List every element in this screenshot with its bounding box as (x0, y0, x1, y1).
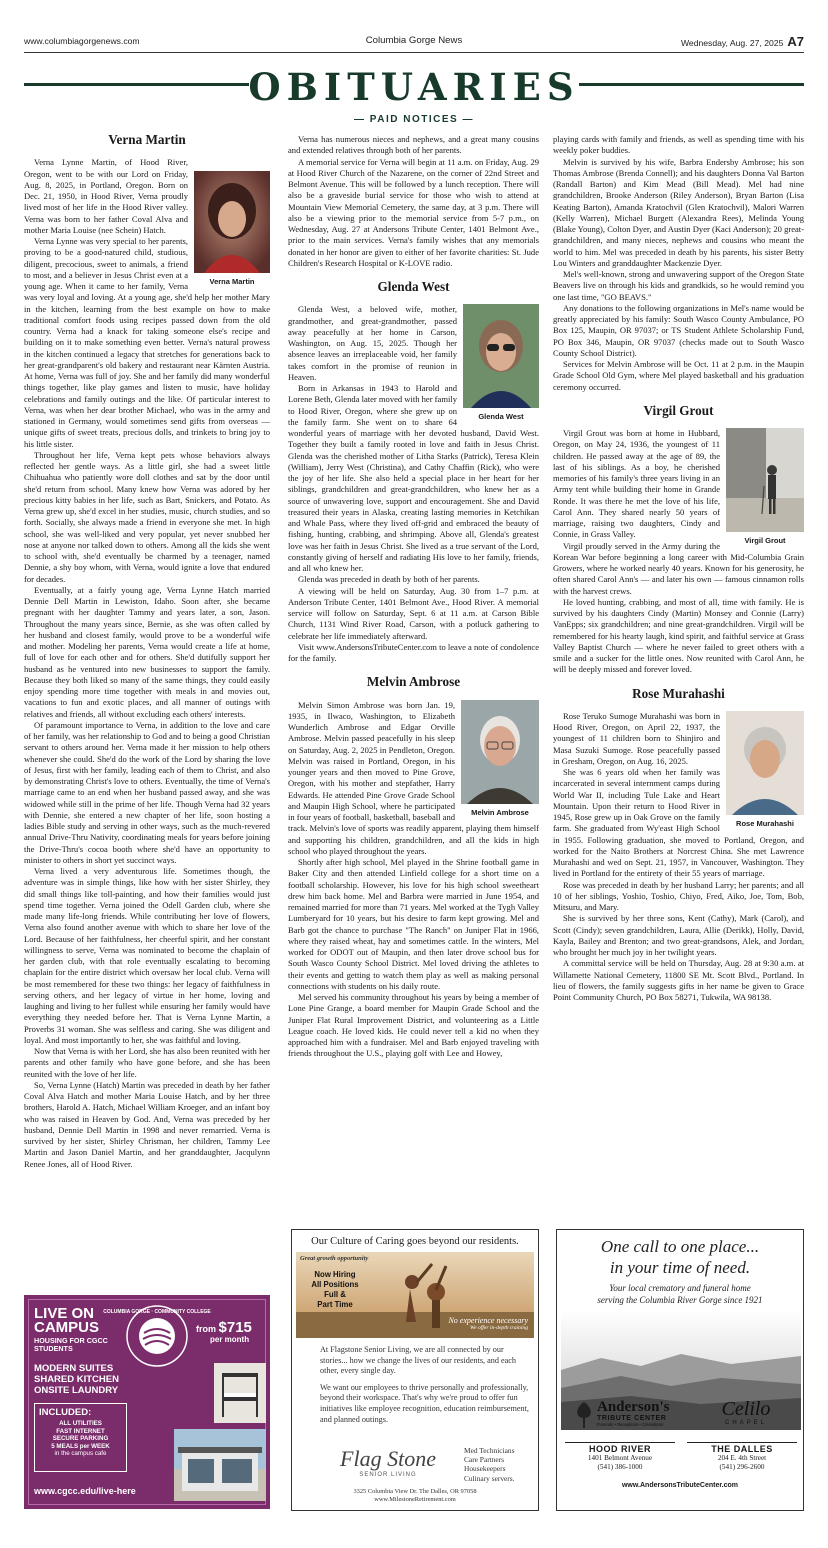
glenda-para-5: Visit www.AndersonsTributeCenter.com to leave a note of condolence for the family. (288, 641, 539, 663)
verna-cont-para-1: Verna has numerous nieces and nephews, and a great many cousins and extended relatives through both of her parents. (288, 134, 539, 156)
verna-portrait-image (194, 171, 270, 273)
obit-name-verna: Verna Martin (108, 132, 186, 147)
verna-para-5: Of paramount importance to Verna, in addition to the love and care of her family, was her relationship to God and to being a good Christian servant to others around her. Verna made it her mission to help others whenever she could. She'd do the work of the Lord by sharing the love of Jesus, first with her family, leading each of them to Christ, and also by demonstrating Christ's love to others. Eventually, the time of Verna's marriage came to an end when her husband passed away, and she was widowed while still in the prime of her life. Though Verna had 32 years with Dennie, she entered a new chapter of her life, soon hosting a ladies Bible study and serving in other ways, such as the much-revered annual Drive-Thru Nativity, coordinating meals for years before joining the Drive-Thru's cocoa booth where she'd have an opportunity to minister to others in short yet succinct ways. (24, 719, 270, 865)
virgil-para-1: Virgil Grout was born at home in Hubbard, Oregon, on May 24, 1936, the youngest of 11 children. He passed away at the age of 89, the last of his siblings. As a boy, he cherished memories of his family's three years living in an Army tent while building their home in Grande Ronde. It was there he met the love of his life, Carol Ann. They shared nearly 50 years of marriage, raising two daughters, Cindy and Connie, in Grass Valley. (553, 428, 720, 540)
virgil-caption: Virgil Grout (744, 536, 786, 545)
flagstone-roles (464, 1446, 515, 1483)
andersons-brand-sub: TRIBUTE CENTER (597, 1415, 667, 1422)
no-experience-text: No experience necessary (448, 1316, 528, 1325)
feature-item: ONSITE LAUNDRY (34, 1385, 119, 1396)
paid-notices-label: — PAID NOTICES — (354, 114, 474, 125)
glenda-photo (463, 304, 539, 422)
rose-photo (726, 711, 804, 829)
andersons-headline (557, 1236, 803, 1278)
cgcc-url-link[interactable]: www.cgcc.edu/live-here (34, 1486, 136, 1496)
feature-item: SHARED KITCHEN (34, 1374, 119, 1385)
paper-name: Columbia Gorge News (365, 35, 463, 46)
andersons-funeral-ad[interactable] (556, 1229, 804, 1511)
rose-portrait-image (726, 711, 804, 815)
date-page (681, 34, 804, 49)
melvin-cont-para-3: Mel's well-known, strong and unwavering support of the Oregon State Beavers live on through his kids and grandkids, so he would remind you one last time, "GO BEAVS." (553, 269, 804, 302)
site-url[interactable]: www.columbiagorgenews.com (24, 36, 140, 46)
flagstone-para-1: At Flagstone Senior Living, we are all connected by our stories... how we change the lives of our residents, and each other, every single day. (320, 1345, 516, 1376)
role-item: Culinary servers. (464, 1473, 515, 1483)
tree-icon (573, 1400, 595, 1430)
price-box (196, 1319, 252, 1336)
melvin-para-1: Melvin Simon Ambrose was born Jan. 19, 1935, in Ilwaco, Washington, to Elizabeth Wunderlich Ambrose and Edgar Orville Ambrose. Melvin passed peacefully in his sleep on Saturday, Aug. 2, 2025 in Pendleton, Oregon. Melvin was raised in Portland, Oregon, in his younger years and then moved to Pine Grove, Oregon, with his mother and stepfather, Harry Edwards. He attended Pine Grove Grade School and Maupin High School, where he participated in four years of football, basketball, baseball and track. Melvin's love of sports was readily apparent, playing them himself and supporting his children, grandchildren, and all the kids in high school who played throughout the years. (288, 699, 539, 856)
flagstone-logo-text: Flag Stone (340, 1446, 436, 1471)
hood-river-location (565, 1442, 675, 1472)
verna-para-2: Verna Lynne was very special to her parents, proving to be a good-natured child, studious, diligent, precocious, sweet to animals, a friend to most, and a believer in Jesus Christ even at a young age. When it came to her family, Verna was very loyal and loving. At a young age, she'd help her mother Mary in the kitchen, learning from the best example on how to make traditional comfort foods using recipes passed down from the old country. Verna had a knack for taking someone else's recipe and building on it to make something even better. Verna's natural prowess in the kitchen continued a legacy that stretches for generations back to her great-grandparent's old bakery and restaurant near Kärnten Austria. At home, Verna was full of joy. She and her family did many wonderful things together, like play games and listen to music, have holiday celebrations and family outings and the like. Of particular interest to Verna, was when her dear brother Michael, who was in the army and stationed in Germany, would sometimes send gifts from overseas — unique gifts of sweet treats, precious dolls, and trinkets to bring joy to his little sister. (24, 236, 270, 449)
virgil-portrait-image (726, 428, 804, 532)
rose-para-1: Rose Teruko Sumoge Murahashi was born in Hood River, Oregon, on April 22, 1937, the youngest of 11 children born to Shinjiro and Masa Suzuki Sumoge. Rose peacefully passed in Gresham, Oregon, on Aug. 16, 2025. (553, 710, 720, 766)
training-text: We offer in-depth training (469, 1325, 528, 1331)
verna-para-7: Now that Verna is with her Lord, she has also been reunited with her parents and other family who have gone before, and she has been reunited with the love of her life. (24, 1046, 270, 1079)
included-item: 5 MEALS per WEEK (51, 1442, 110, 1450)
section-title: OBITUARIES (248, 65, 580, 109)
andersons-subhead (557, 1282, 803, 1306)
melvin-photo (461, 700, 539, 818)
glenda-portrait-image (463, 304, 539, 408)
flagstone-address (292, 1488, 538, 1504)
hiring-line: Now Hiring (314, 1270, 356, 1279)
obit-name-virgil: Virgil Grout (643, 402, 714, 418)
included-item: ALL UTILITIES (59, 1420, 102, 1427)
loc-address: 204 E. 4th Street (717, 1454, 767, 1462)
melvin-para-2: Shortly after high school, Mel played in the Shrine football game in Baker City and then attended Linfield college for a short time on a football scholarship. However, his love for his high school sweetheart drew him back home. Mel and Barbra were married in June 1954, and remained married for more than 71 years. Mel worked at the Tygh Valley Lumberyard for 10 years, but his desire to farm kept growing. Mel and Barb got the chance to purchase "The Ranch" on Juniper Flat in 1966, where they raised wheat, hay and sometimes cattle. In the winters, Mel worked for ODOT out of Maupin, and then later drove school bus for South Wasco County School District. Mel loved driving the athletes to their events and getting to watch them play as well as making personal connections with students on his daily route. (288, 857, 539, 991)
issue-date: Wednesday, Aug. 27, 2025 (680, 38, 784, 48)
verna-caption: Verna Martin (209, 277, 255, 287)
included-item: FAST INTERNET (56, 1427, 105, 1435)
andersons-headline-1: One call to one place... (600, 1237, 760, 1256)
rose-para-4: She is survived by her three sons, Kent (Cathy), Mark (Carol), and Scott (Cindy); seven grandchildren, Laura, Allie (Derikk), Holly, David, Kayla, Bailey and Brenton; and two great-grandsons, Alek, and Jordan, who brought her much joy in her twilight years. (553, 913, 804, 957)
role-item: Care Partners (464, 1455, 505, 1465)
hiring-label (310, 1270, 360, 1310)
included-box (34, 1403, 127, 1472)
andersons-brand-sub2: Funerals • Receptions • Cremations (597, 1422, 664, 1427)
page-number: A7 (787, 34, 804, 49)
ad-headline: LIVE ON CAMPUS (34, 1305, 100, 1336)
andersons-subhead-1: Your local crematory and funeral home (609, 1283, 751, 1293)
flagstone-site-link[interactable]: www.MilestoneRetirement.com (374, 1496, 456, 1503)
price-per: per month (210, 1335, 250, 1344)
page-header (24, 34, 804, 48)
column-1 (24, 134, 270, 1170)
flagstone-body (320, 1345, 532, 1431)
andersons-headline-2: in your time of need. (609, 1258, 751, 1277)
features-list (34, 1363, 119, 1396)
andersons-brand-name: Anderson's (597, 1399, 670, 1415)
role-item: Med Technicians (464, 1446, 515, 1455)
rose-para-3: Rose was preceded in death by her husband Larry; her parents; and all 10 of her siblings, Yoshio, Toshio, Chiyo, Fred, Aiko, Joe, Tom, Bob, Mitsuru, and Mary. (553, 879, 804, 912)
melvin-cont-para-1: playing cards with family and friends, as well as spending time with his weekly poker buddies. (553, 134, 804, 156)
melvin-cont-para-5: Services for Melvin Ambrose will be Oct. 11 at 2 p.m. in the Maupin Grade School Old Gym, where Mel played basketball and his graduation ceremony occurred. (553, 359, 804, 392)
rose-para-5: A committal service will be held on Thursday, Aug. 28 at 9:30 a.m. at Willamette National Cemetery, 11800 SE Mt. Scott Blvd., Portland. In lieu of flowers, the family suggests gifts in her name be given to Grace Point Community Church, PO Box 58271, Tukwila, WA 98138. (553, 958, 804, 1002)
verna-photo (194, 171, 270, 287)
melvin-portrait-image (461, 700, 539, 804)
growth-label: Great growth opportunity (300, 1255, 369, 1262)
campus-building-image (174, 1429, 266, 1501)
rose-para-2: She was 6 years old when her family was incarcerated in several internment camps during World War II, including Tule Lake and Heart Mountain. Upon their return to Hood River in 1945, Rose grew up in Oak Grove on the family farm. She graduated from Wy'east High School in 1955. Following graduation, she moved to Portland, Oregon, and worked for the Naito Brothers at Norcrest China. She met Lawrence Murahashi and wed on Sept. 21, 1957, in Vancouver, Washington. They lived in Portland for the entirety of their 55 years of marriage. (553, 767, 804, 879)
the-dalles-location (687, 1442, 797, 1472)
verna-para-4: Eventually, at a fairly young age, Verna Lynne Hatch married Dennie Dell Martin in Lewiston, Idaho. Soon after, she became pregnant with her daughter Tammy and years later, a son, Jason. Throughout the many years since, Bernie, as she was often called by her husband and closest family, would prove to be a wonderful wife and mother. Modeling her parents, Verna would create a life at home, full of love for each other and for others. She'd dutifully support her husband as he ventured into new businesses to support the family. Because they both liked so many of the same things, they could easily enjoy spending more time together with meals in and movies out, vacations to fun and exotic places, and all manner of outings with relatives and friends, all without excluding each others' interests. (24, 584, 270, 719)
feature-item: MODERN SUITES (34, 1363, 114, 1374)
melvin-cont-para-2: Melvin is survived by his wife, Barbra Endersby Ambrose; his son Thomas Ambrose (Brenda Connell); and his daughters Donna Val Barton (Randall Barton) and Kim Mead (Bill Mead). Mel had nine grandchildren, Brooke Anderson (Riley Anderson), Bryan Barton (Lisa Keating Barton), Amanda Kratochvil (Glen Kratochvil), Malori Warren (Kelly Warren), Michael Burgett (Alexandra Rees), Melinda Young (Blake Young), Colton Dyer, and Austin Dyer (Kaci Anderson); 20 great-grandchildren, and many nieces, nephews and cousins who meant the world to him. Mel was preceded in death by his parents, his sister Betty Lou Winters and granddaughter Mackenzie Dyer. (553, 156, 804, 268)
included-item: SECURE PARKING (52, 1435, 109, 1443)
andersons-subhead-2: serving the Columbia River Gorge since 1921 (597, 1295, 763, 1305)
andersons-logos (561, 1398, 801, 1436)
dorm-room-image (214, 1363, 266, 1423)
verna-cont-para-2: A memorial service for Verna will begin at 11 a.m. on Friday, Aug. 29 at Hood River Church of the Nazarene, on the corner of 22nd Street and Belmont Avenue. This will be followed by a lunch reception. There will also be a graveside burial service for those who wish to attend at Mountain View Memorial Cemetery, the same day, at 3 p.m. There will also be a viewing prior to the memorial service from 5-7 p.m., on Wednesday, Aug. 27 at Andersons Tribute Center, 1401 Belmont Ave., prior to the main services. Verna's family wishes that any memorials donated in her honor are given to either of her favorite charities: St. Jude Children's Research Hospital or K-LOVE radio. (288, 156, 539, 268)
celilo-sub: CHAPEL (724, 1420, 767, 1426)
included-items (39, 1420, 122, 1458)
included-label: INCLUDED: (39, 1407, 92, 1418)
obit-name-melvin: Melvin Ambrose (366, 674, 461, 690)
verna-para-6: Verna lived a very adventurous life. Sometimes though, the adventure was in simple things, like how with her sister Shirley, they did small things like toll-painting, and how their families would just spend time together. Verna joined the Odell Garden club, where she made many life-long friends. While contributing her love of flowers, Verna also found another avenue with which to share her love of the Lord. Because of her faithfulness, her cheerful spirit, and her constant willingness to serve, Verna was nominated to become the chaplain of her garden club, with that role eventually escalating to becoming chaplain for the entire district which oversaw her local club. Verna will be most remembered for these two things: her legacy of faithfulness in serving others, and her legacy of virtue in her home, loving and laughing and living to her fullest while ensuring her family would have everything they needed before her. That is Verna Lynne Martin, a Proverbs 31 woman. She was selfless and caring. She was diligent and loyal. And most importantly to her, she was faithful and loving. (24, 866, 270, 1045)
section-banner (24, 65, 804, 109)
virgil-para-2: Virgil proudly served in the Army during the Korean War before beginning a long career with Mid-Columbia Grain Growers, where he worked nearly 40 years. Known for his generosity, he often shared Carol Ann's — and later his own — famous cinnamon rolls with the harvest crews. (553, 540, 804, 596)
hiring-line: All Positions (311, 1280, 359, 1289)
melvin-caption: Melvin Ambrose (471, 807, 529, 817)
glenda-caption: Glenda West (478, 412, 524, 422)
flagstone-street: 3325 Columbia View Dr. The Dalles, OR 97058 (353, 1488, 477, 1495)
cgcc-housing-ad[interactable] (24, 1295, 270, 1509)
flagstone-tagline: Our Culture of Caring goes beyond our residents. (311, 1236, 519, 1247)
obit-name-rose: Rose Murahashi (632, 685, 725, 701)
glenda-para-3: Glenda was preceded in death by both of her parents. (298, 574, 480, 585)
melvin-cont-para-4: Any donations to the following organizations in Mel's name would be greatly appreciated by his family: South Wasco County Ambulance, PO Box 125, Maupin, OR 97037; or TS Student Athlete Scholarship Fund, PO Box 346, Maupin, OR 97037 (checks made out to South Wasco County School District). (553, 302, 804, 358)
loc-phone: (541) 296-2600 (719, 1463, 765, 1471)
verna-para-3: Throughout her life, Verna kept pets whose behaviors always reflected her gentle ways. As a little girl, she had a sweet little Chihuahua who patiently wore doll clothes and sat by the door until she'd return from school. Many knew how Verna was adored by her precious kitty babies in her life, such as Bart, Snickers, and Potato. As Verna grew up, she'd excel in her studies, music, church studies, and so forth. Socially, she always made a friend in everyone she met. In high school, she was well-liked and very popular, yet never snubbed her nose at anyone nor talked down to others. Among all the kids she went to school with, she'd eventually be charmed by a teenager, named Dennie, a shy boy whom, with Verna, would ignite a love that endured for decades. (24, 449, 270, 584)
included-item: in the campus cafe (54, 1450, 107, 1458)
verna-para-1: Verna Lynne Martin, of Hood River, Oregon, went to be with our Lord on Friday, Aug. 8, 2025, in Portland, Oregon. Born on Dec. 21, 1950, in Hood River, Verna proudly lived most of her life in the Hood River valley. Verna was born to her father Coval Alva and mother Maria Louise (nee Schein) Hatch. (24, 157, 188, 235)
andersons-site-link[interactable]: www.AndersonsTributeCenter.com (621, 1482, 739, 1489)
loc-name: THE DALLES (687, 1442, 797, 1454)
loc-address: 1401 Belmont Avenue (587, 1454, 653, 1462)
flagstone-logo (328, 1446, 448, 1488)
andersons-brand (597, 1400, 670, 1427)
rose-caption: Rose Murahashi (736, 818, 794, 828)
column-3 (553, 134, 804, 1003)
flagstone-logo-sub: SENIOR LIVING (359, 1472, 417, 1478)
loc-name: HOOD RIVER (565, 1442, 675, 1454)
flagstone-hiring-ad[interactable] (291, 1229, 539, 1511)
celilo-name: Celilo (721, 1398, 771, 1420)
glenda-para-1: Glenda West, a beloved wife, mother, grandmother, and great-grandmother, passed away peacefully at her home in Carson, Washington, on Aug. 15, 2025. Though her absence leaves an irreplaceable void, her family takes comfort in the promise of reunion in Heaven. (288, 304, 457, 382)
column-2 (288, 134, 539, 1060)
glenda-para-2: Born in Arkansas in 1943 to Harold and Lorene Beth, Glenda later moved with her family to Hood River, Oregon, where she grew up on the family farm. She went on to share 64 wonderful years of marriage with her devoted husband, David West. Together they built a family rooted in love and faith in Jesus Christ. Glenda was the cherished mother of Litha Starks (Patrick), Teresa Klein (William), Jerry West (Christina), and Cathy Chaffin (Rick), who were the joy of her life. She also held a special place in her heart for her siblings, grandchildren and great-grandchildren, who knew her as a source of unwavering love, support and encouragement. She and David treasured their years in Alaska, creating lasting memories in Ketchikan and Whale Pass, where they lived off-grid and embraced the beauty of fishing, hunting, crabbing, and shrimping. Above all, Glenda's greatest love was her faith in Jesus Christ. She lived as a true servant of the Lord, constantly giving of herself and radiating His love to her family, friends, and all who knew her. (288, 383, 539, 573)
hiring-line: Part Time (317, 1300, 353, 1309)
glenda-para-4: A viewing will be held on Saturday, Aug. 30 from 1–7 p.m. at Anderson Tribute Center, 1401 Belmont Ave., Hood River. A memorial service will follow on Saturday, Sept. 6 at 11 a.m. at Carson Bible Church, 1131 Wind River Road, Carson, with a potluck gathering to celebrate her life immediately afterward. (288, 585, 539, 641)
verna-para-8: So, Verna Lynne (Hatch) Martin was preceded in death by her father Coval Alva Hatch and mother Maria Louise Hatch, and by her three brothers, Harold A. Hatch, Michael William Kroeger, and an infant boy who was raised in Heaven by God. And, Verna was preceded by her husband, Dennie Dell Martin in 1998 and never remarried. Verna is survived by her sister, Shirley Chrisman, her children, Tammy Lee Martin and Jason Daniel Martin, and her granddaughter, Jacqulynn Renee Jones, all of Hood River. (24, 1079, 270, 1169)
ad-subhead: HOUSING FOR CGCC STUDENTS (34, 1336, 108, 1353)
obit-name-glenda: Glenda West (377, 279, 450, 294)
no-experience-label (448, 1316, 528, 1331)
price-amount: $715 (218, 1319, 252, 1336)
flagstone-sunset-image (296, 1252, 534, 1338)
cgcc-seal-text: COLUMBIA GORGE · COMMUNITY COLLEGE (103, 1309, 211, 1315)
price-from: from (196, 1324, 216, 1334)
melvin-para-3: Mel served his community throughout his years by being a member of Lone Pine Grange, a board member for Maupin Grade School and the Juniper Flat Rural Improvement District, and volunteering as a Little League coach. He loved kids. He could never tell a kid no when they approached him with a fundraiser. Mel and Barb enjoyed traveling with friends throughout the U.S., playing golf with Lee and Howey, (288, 992, 539, 1059)
hiring-line: Full & (324, 1290, 346, 1299)
celilo-brand (711, 1398, 781, 1426)
virgil-para-3: He loved hunting, crabbing, and most of all, time with family. He is survived by his daughters Cindy (Martin) Monsey and Connie (Larry) VanEpps; six grandchildren; and nine great-grandchildren. Virgil will be remembered for his hearty laugh, kind spirit, and faithful service at Grass Valley Baptist Church — where he never failed to greet others with a smile and a sucker for the little ones. Now reunited with Carol Ann, he will be deeply missed and forever loved. (553, 596, 804, 675)
flagstone-para-2: We want our employees to thrive personally and professionally, beyond their workspace. That's why we're proud to offer fun initiatives like employee recognition, education reimbursement, and planned outings. (320, 1382, 529, 1424)
role-item: Housekeepers (464, 1464, 506, 1474)
loc-phone: (541) 386-1000 (597, 1463, 643, 1471)
header-rule (24, 52, 804, 53)
virgil-photo (726, 428, 804, 546)
